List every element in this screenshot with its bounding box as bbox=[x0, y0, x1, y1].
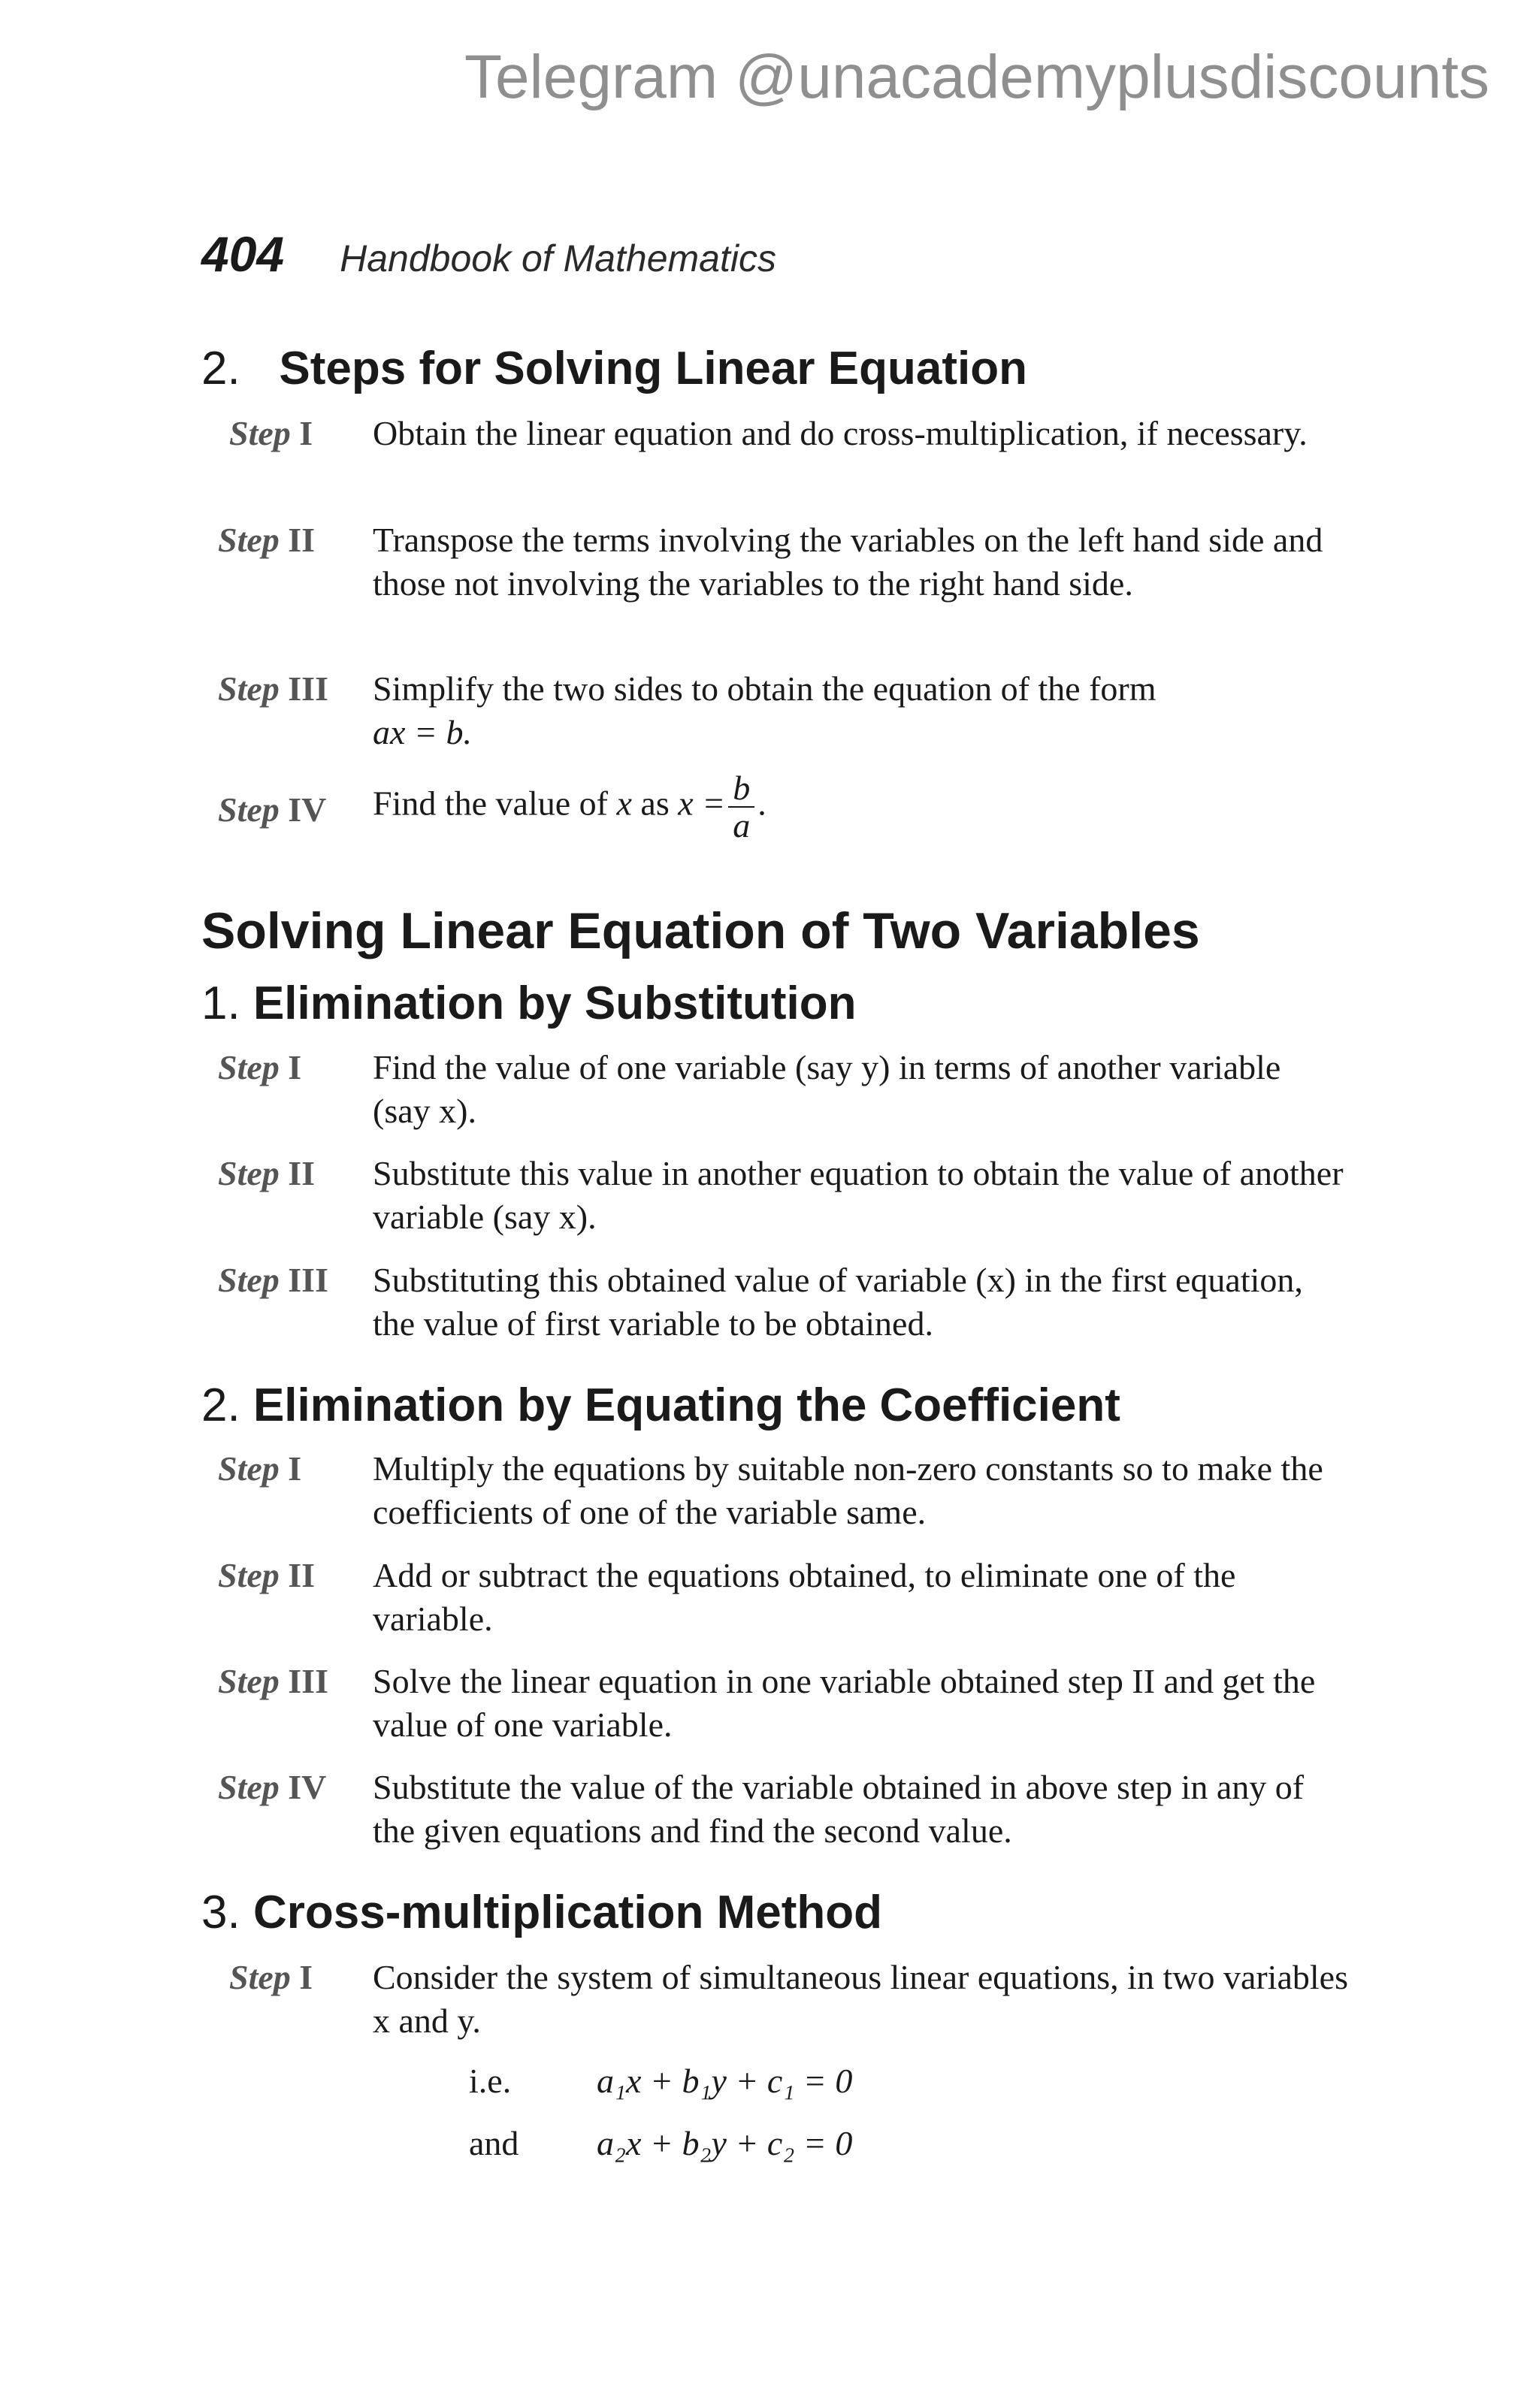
step-text: Substituting this obtained value of variable (x) in the first equation, the value of first variable to be obtained. bbox=[373, 1261, 1303, 1343]
step-block bbox=[218, 1152, 1345, 1239]
step-label: Step IV bbox=[218, 1768, 327, 1806]
step-block bbox=[218, 770, 1345, 844]
book-title: Handbook of Mathematics bbox=[340, 237, 776, 279]
step-block bbox=[218, 1766, 1345, 1853]
page-number: 404 bbox=[201, 226, 285, 282]
step-text: Consider the system of simultaneous linear equations, in two variables x and y. bbox=[373, 1958, 1348, 2040]
section-heading-steps bbox=[201, 342, 1027, 395]
section-title: Steps for Solving Linear Equation bbox=[279, 343, 1027, 394]
step-block bbox=[218, 518, 1345, 606]
step-text: Solve the linear equation in one variable obtained step II and get the value of one variable. bbox=[373, 1662, 1316, 1744]
step-text: Multiply the equations by suitable non-zero constants so to make the coefficients of one of the variable same. bbox=[373, 1449, 1323, 1531]
step-block bbox=[218, 1660, 1345, 1747]
running-head bbox=[201, 225, 776, 282]
section-number: 2. bbox=[201, 343, 240, 394]
step-block bbox=[218, 1046, 1345, 1133]
section-number: 2. bbox=[201, 1379, 240, 1431]
step-block bbox=[229, 412, 1356, 455]
watermark: Telegram @unacademyplusdiscounts bbox=[464, 43, 1489, 111]
equation-formula: a₂x + b₂y + c₂ = 0 bbox=[597, 2124, 853, 2162]
step-label: Step IV bbox=[218, 790, 327, 829]
step-text: Substitute this value in another equation to obtain the value of another variable (say x). bbox=[373, 1154, 1344, 1236]
step-label: Step III bbox=[218, 1261, 328, 1299]
section-heading-coefficient bbox=[201, 1379, 1120, 1432]
section-title: Elimination by Substitution bbox=[252, 977, 857, 1029]
step-text: Transpose the terms involving the variables on the left hand side and those not involving the variables to the right hand side. bbox=[373, 521, 1323, 603]
step-label: Step III bbox=[218, 669, 328, 708]
step-block bbox=[218, 1447, 1345, 1534]
step-block bbox=[218, 667, 1345, 754]
equation-prefix: i.e. bbox=[469, 2062, 512, 2100]
step-text: Find the value of x as x = $\frac{b}{a}$ . bbox=[373, 769, 766, 844]
step-label: Step II bbox=[218, 521, 316, 559]
step-label: Step II bbox=[218, 1556, 316, 1594]
section-number: 1. bbox=[201, 977, 240, 1029]
step-block bbox=[218, 1554, 1345, 1641]
step-label: Step III bbox=[218, 1662, 328, 1700]
equation-line bbox=[469, 2061, 852, 2101]
step-block bbox=[229, 1956, 1356, 2043]
step-text: Obtain the linear equation and do cross-multiplication, if necessary. bbox=[373, 414, 1308, 452]
equation-prefix: and bbox=[469, 2124, 519, 2162]
main-heading: Solving Linear Equation of Two Variables bbox=[201, 902, 1200, 959]
section-heading-substitution bbox=[201, 977, 856, 1030]
equation-inline: ax = b. bbox=[373, 713, 472, 751]
equation-formula: a₁x + b₁y + c₁ = 0 bbox=[597, 2062, 853, 2100]
section-heading-cross-multiplication bbox=[201, 1886, 882, 1939]
step-label: Step I bbox=[229, 1958, 313, 1996]
step-label: Step II bbox=[218, 1154, 316, 1192]
step-block bbox=[218, 1258, 1345, 1346]
step-label: Step I bbox=[218, 1449, 302, 1488]
equation-line bbox=[469, 2123, 852, 2163]
step-text: Add or subtract the equations obtained, to eliminate one of the variable. bbox=[373, 1556, 1236, 1638]
section-number: 3. bbox=[201, 1887, 240, 1938]
section-title: Elimination by Equating the Coefficient bbox=[252, 1379, 1120, 1431]
step-label: Step I bbox=[229, 414, 313, 452]
step-text: Simplify the two sides to obtain the equation of the form ax = b. bbox=[373, 669, 1157, 751]
step-label: Step I bbox=[218, 1048, 302, 1086]
step-text: Find the value of one variable (say y) in terms of another variable (say x). bbox=[373, 1048, 1281, 1130]
fraction: $\frac{b}{a}$ bbox=[728, 770, 754, 844]
step-text: Substitute the value of the variable obtained in above step in any of the given equations and find the second value. bbox=[373, 1768, 1305, 1850]
section-title: Cross-multiplication Method bbox=[252, 1887, 882, 1938]
